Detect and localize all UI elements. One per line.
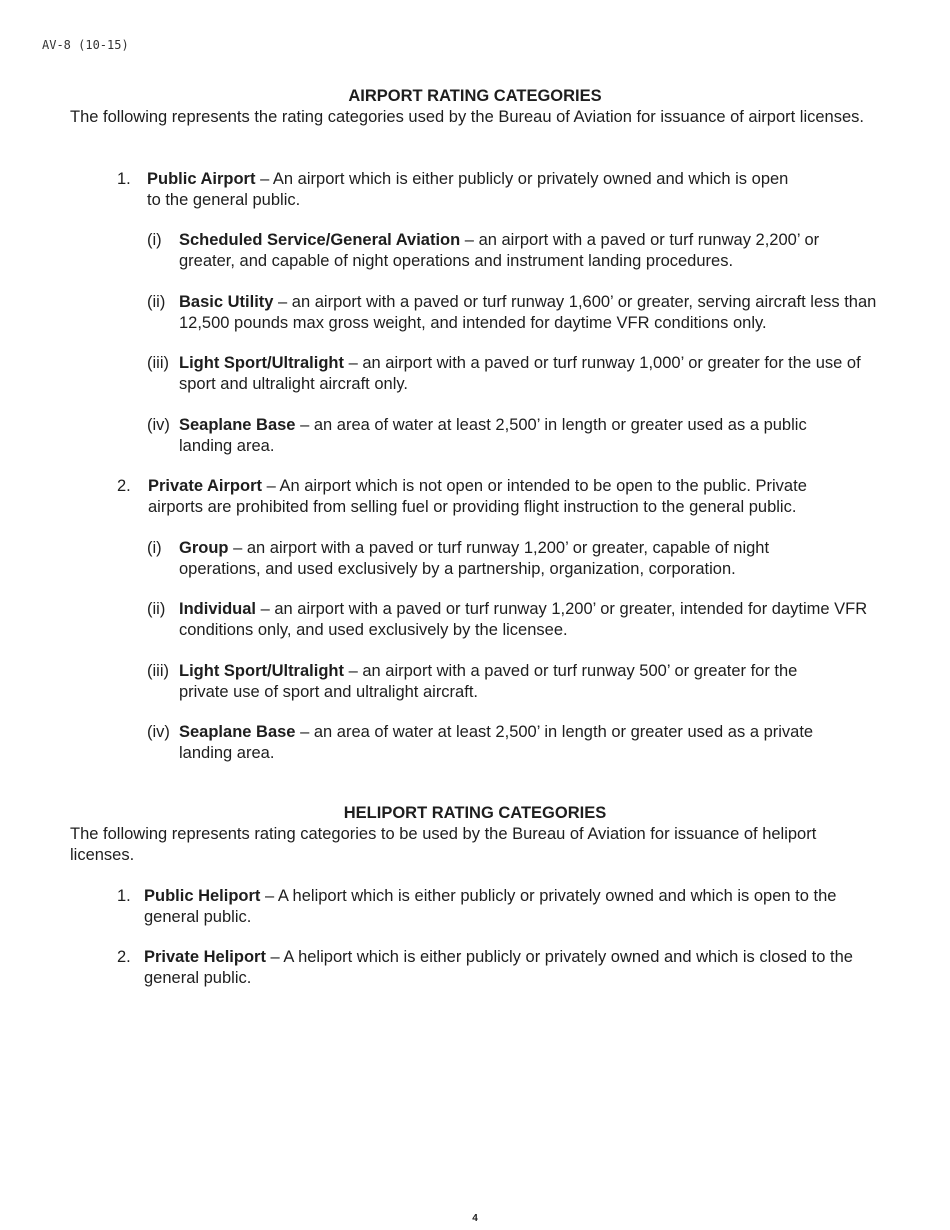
sub-item-desc: – an airport with a paved or turf runway 1,200’ or greater, capable of night operations, and used exclusively by a partnership, organization, corporation.: [179, 539, 770, 578]
sub-item-body: [179, 415, 849, 457]
item-number: 2.: [117, 948, 131, 966]
sub-item-body: [179, 292, 877, 334]
sub-item-number: (iii): [147, 662, 169, 680]
item-number: 2.: [117, 477, 131, 495]
item-desc: – A heliport which is either publicly or privately owned and which is closed to the general public.: [144, 948, 853, 987]
item-desc: – An airport which is either publicly or privately owned and which is open to the general public.: [147, 170, 789, 209]
sub-item-body: [179, 599, 877, 641]
sub-item-term: Basic Utility: [179, 293, 274, 311]
sub-item-number: (iv): [147, 416, 170, 434]
item-term: Private Airport: [148, 477, 263, 495]
sub-item-desc: – an area of water at least 2,500’ in length or greater used as a public landing area.: [179, 416, 807, 455]
sub-item-number: (ii): [147, 293, 166, 311]
sub-item-number: (iii): [147, 354, 169, 372]
airport-intro: The following represents the rating categories used by the Bureau of Aviation for issuance of airport licenses.: [70, 108, 864, 126]
sub-item-number: (i): [147, 231, 162, 249]
sub-item-term: Light Sport/Ultralight: [179, 662, 344, 680]
heliport-intro: The following represents rating categories to be used by the Bureau of Aviation for issuance of heliport licenses.: [70, 825, 817, 864]
sub-item-body: [179, 230, 877, 272]
sub-item-desc: – an airport with a paved or turf runway 1,200’ or greater, intended for daytime VFR conditions only, and used exclusively by the licensee.: [179, 600, 868, 639]
item-term: Public Airport: [147, 170, 256, 188]
sub-item-desc: – an airport with a paved or turf runway 1,000’ or greater for the use of sport and ultralight aircraft only.: [179, 354, 861, 393]
item-body: [147, 169, 797, 211]
sub-item-term: Light Sport/Ultralight: [179, 354, 344, 372]
item-body: [144, 886, 877, 928]
airport-section-title: AIRPORT RATING CATEGORIES: [348, 87, 602, 105]
sub-item-desc: – an airport with a paved or turf runway 2,200’ or greater, and capable of night operations and instrument landing procedures.: [179, 231, 820, 270]
sub-item-term: Seaplane Base: [179, 416, 296, 434]
sub-item-number: (i): [147, 539, 162, 557]
item-desc: – An airport which is not open or intended to be open to the public. Private airports are prohibited from selling fuel or providing flight instruction to the general public.: [148, 477, 807, 516]
sub-item-desc: – an airport with a paved or turf runway 500’ or greater for the private use of sport and ultralight aircraft.: [179, 662, 798, 701]
page-number: 4: [472, 1213, 478, 1224]
sub-item-desc: – an airport with a paved or turf runway 1,600’ or greater, serving aircraft less than 12,500 pounds max gross weight, and intended for daytime VFR conditions only.: [179, 293, 877, 332]
sub-item-term: Scheduled Service/General Aviation: [179, 231, 461, 249]
sub-item-term: Individual: [179, 600, 257, 618]
item-body: [144, 947, 877, 989]
sub-item-number: (ii): [147, 600, 166, 618]
item-number: 1.: [117, 887, 131, 905]
form-id: AV-8 (10-15): [42, 38, 129, 52]
item-desc: – A heliport which is either publicly or privately owned and which is open to the general public.: [144, 887, 837, 926]
item-term: Private Heliport: [144, 948, 266, 966]
sub-item-term: Group: [179, 539, 229, 557]
sub-item-body: [179, 538, 819, 580]
item-term: Public Heliport: [144, 887, 261, 905]
sub-item-desc: – an area of water at least 2,500’ in length or greater used as a private landing area.: [179, 723, 814, 762]
sub-item-body: [179, 722, 859, 764]
sub-item-term: Seaplane Base: [179, 723, 296, 741]
heliport-section-title: HELIPORT RATING CATEGORIES: [343, 804, 607, 822]
sub-item-body: [179, 661, 839, 703]
sub-item-number: (iv): [147, 723, 170, 741]
item-body: [148, 476, 847, 518]
item-number: 1.: [117, 170, 131, 188]
sub-item-body: [179, 353, 877, 395]
